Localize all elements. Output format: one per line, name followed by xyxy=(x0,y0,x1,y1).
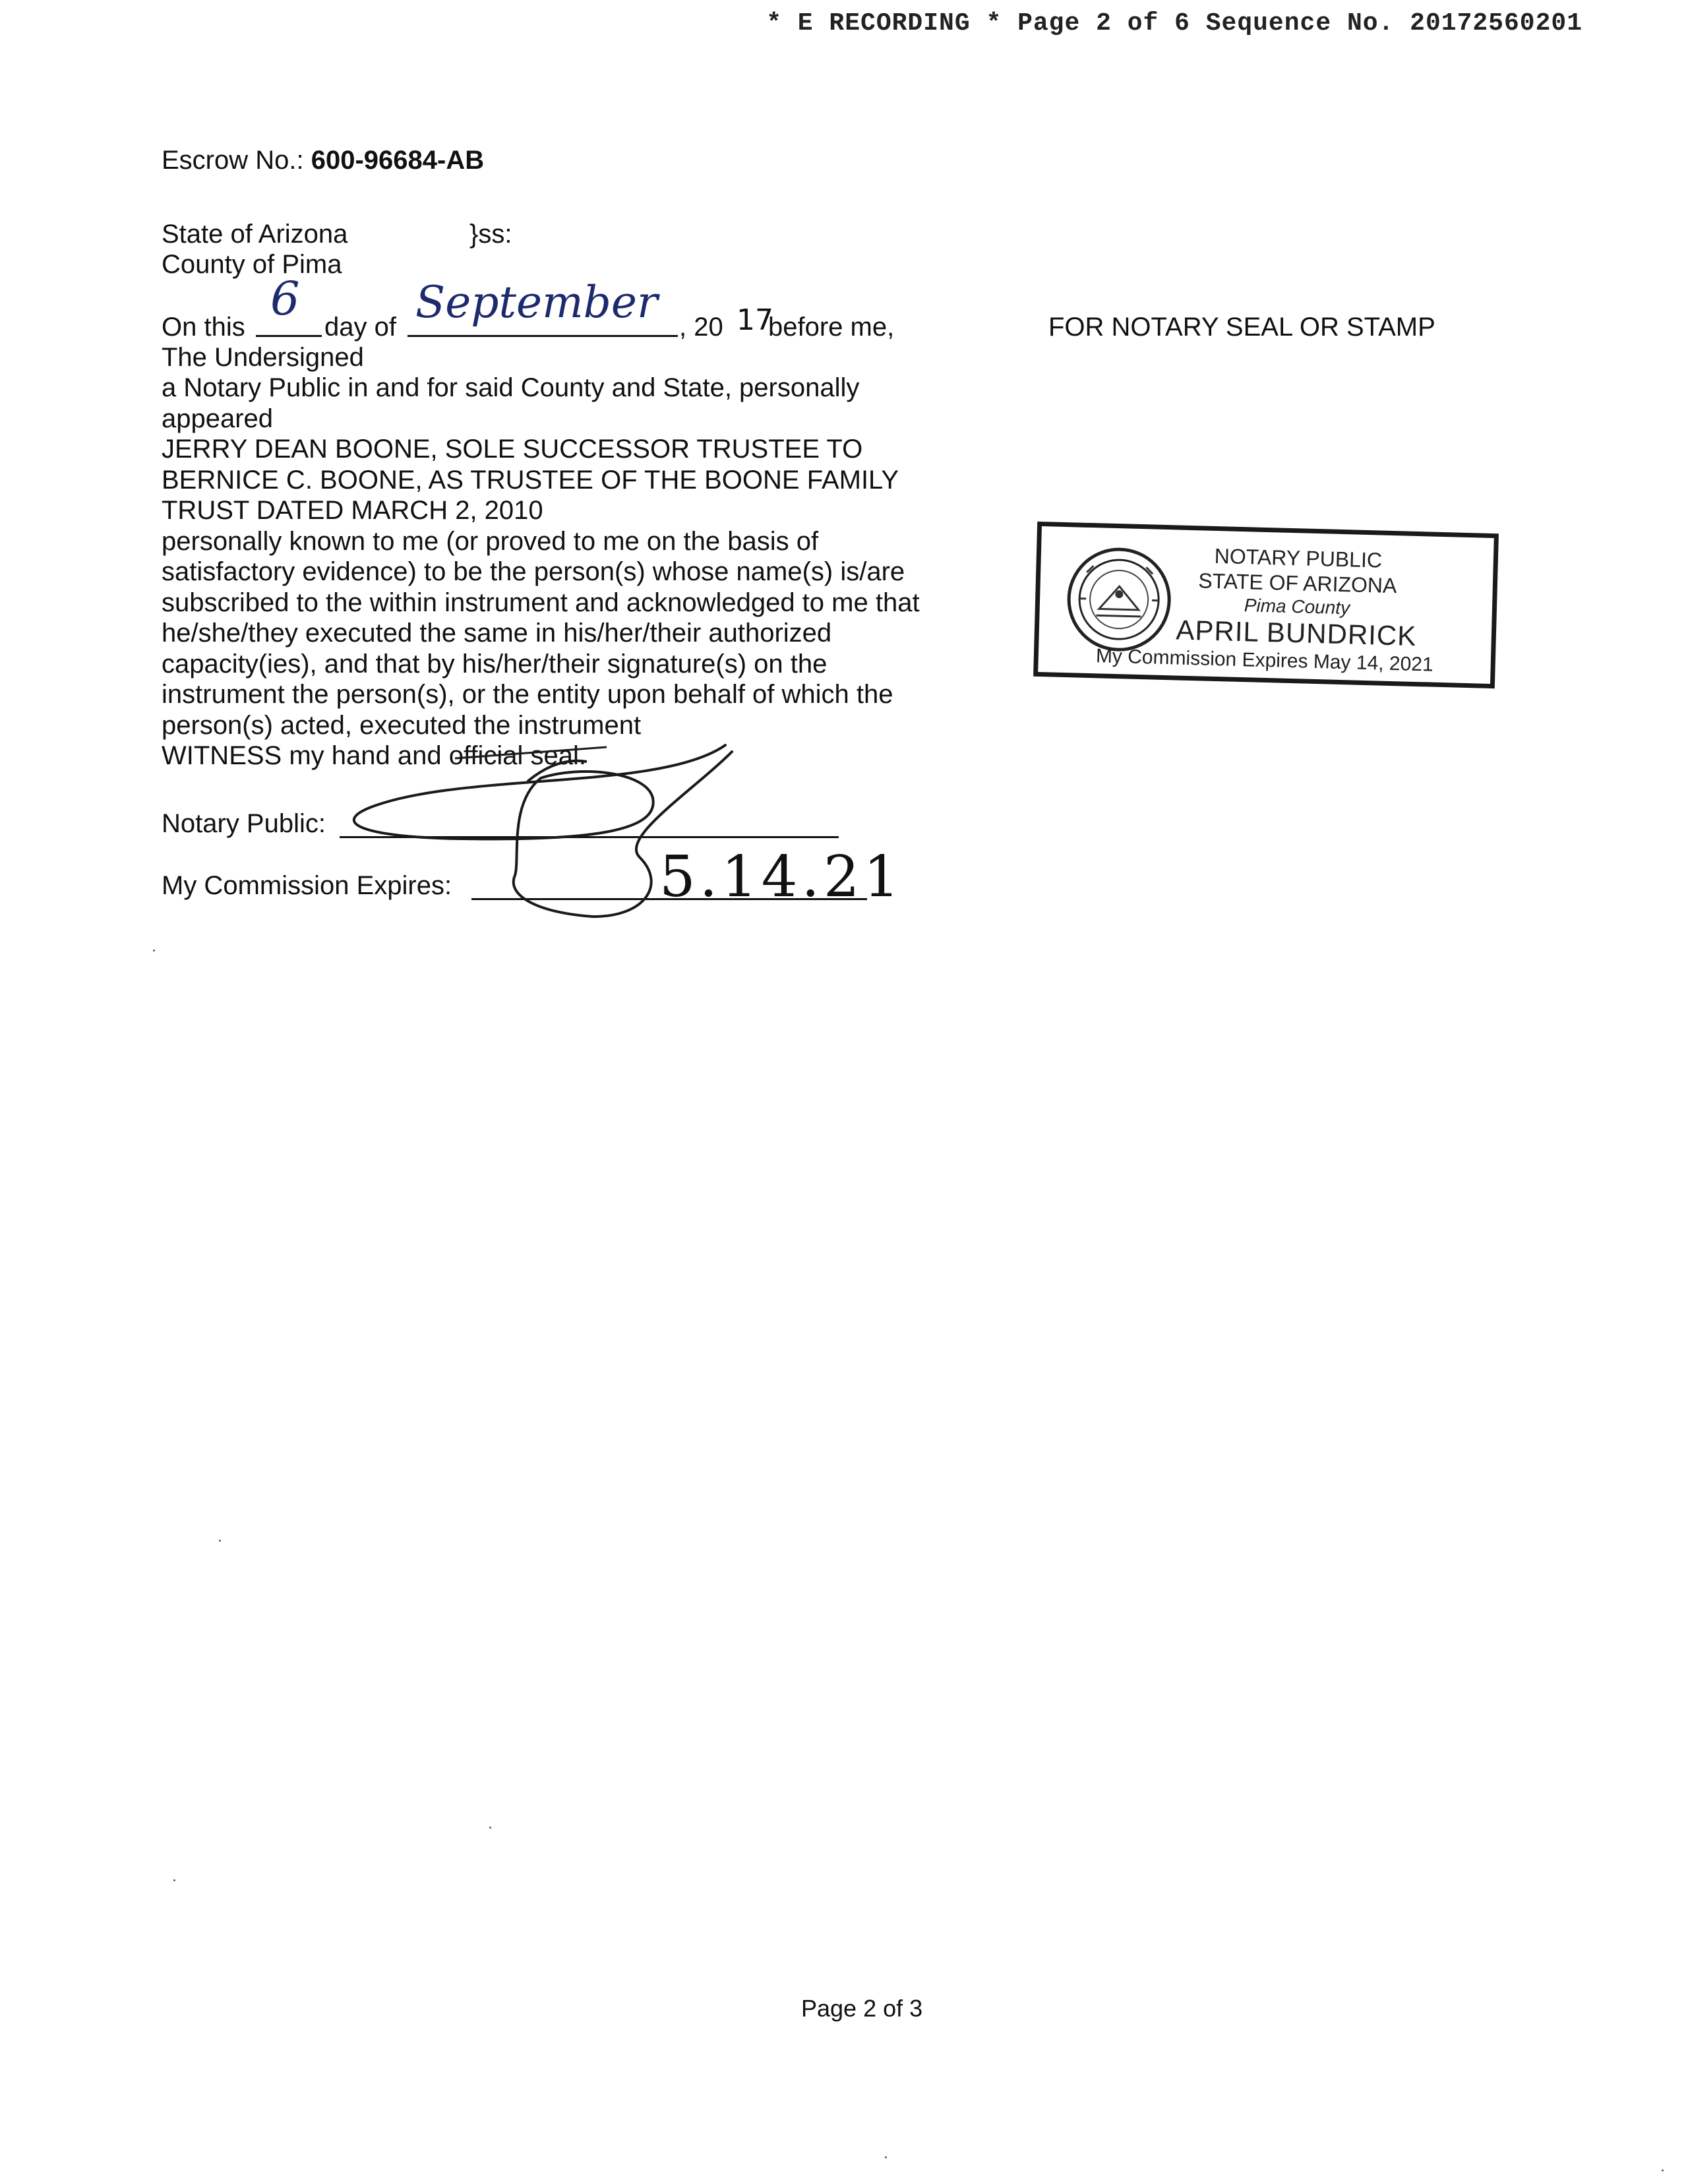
day-of-label: day of xyxy=(324,313,396,342)
ack-line-8: subscribed to the within instrument and acknowledged to me that xyxy=(162,588,920,617)
scan-speck xyxy=(219,1540,221,1542)
on-this-label: On this xyxy=(162,313,245,342)
month-handwritten: September xyxy=(415,277,658,328)
before-me-label: before me, xyxy=(768,313,895,342)
ack-line-6: personally known to me (or proved to me on the basis of xyxy=(162,527,819,556)
ack-line-12: person(s) acted, executed the instrument xyxy=(162,711,642,740)
ack-line-5: TRUST DATED MARCH 2, 2010 xyxy=(162,496,543,525)
page-footer: Page 2 of 3 xyxy=(801,1995,923,2022)
year-handwritten: 17 xyxy=(737,303,773,337)
ack-line-10: capacity(ies), and that by his/her/their signature(s) on the xyxy=(162,650,828,679)
ack-line-4: BERNICE C. BOONE, AS TRUSTEE OF THE BOONE FAMILY xyxy=(162,466,899,495)
notary-stamp xyxy=(1033,522,1499,688)
ack-line-9: he/she/they executed the same in his/her/their authorized xyxy=(162,619,832,648)
scan-speck xyxy=(489,1827,491,1829)
day-handwritten: 6 xyxy=(270,272,300,326)
scan-speck xyxy=(885,2156,887,2158)
venue-state: State of Arizona xyxy=(162,220,348,249)
commission-handwritten: 5.14.21 xyxy=(659,844,904,910)
escrow-label: Escrow No.: xyxy=(162,146,304,175)
ack-line-7: satisfactory evidence) to be the person(s) whose name(s) is/are xyxy=(162,557,905,586)
recording-banner: * E RECORDING * Page 2 of 6 Sequence No. 20172560201 xyxy=(766,9,1582,38)
year-prefix: , 20 xyxy=(679,313,723,342)
ack-line-2: appeared xyxy=(162,404,274,433)
notary-name-line: The Undersigned xyxy=(162,343,364,372)
stamp-line-3: Pima County xyxy=(1244,595,1350,619)
stamp-line-4: APRIL BUNDRICK xyxy=(1175,614,1417,652)
ack-line-1: a Notary Public in and for said County and State, personally xyxy=(162,373,860,402)
venue-county: County of Pima xyxy=(162,250,342,279)
venue-ss: }ss: xyxy=(469,220,512,249)
ack-line-13: WITNESS my hand and official seal. xyxy=(162,741,586,770)
ack-line-11: instrument the person(s), or the entity upon behalf of which the xyxy=(162,680,893,709)
seal-area-label: FOR NOTARY SEAL OR STAMP xyxy=(1048,313,1435,342)
scan-speck xyxy=(1662,2169,1664,2171)
stamp-line-2: STATE OF ARIZONA xyxy=(1197,568,1397,598)
scan-speck xyxy=(173,1879,175,1881)
stamp-line-1: NOTARY PUBLIC xyxy=(1214,543,1383,572)
ack-line-3: JERRY DEAN BOONE, SOLE SUCCESSOR TRUSTEE TO xyxy=(162,435,863,464)
escrow-number: 600-96684-AB xyxy=(311,146,485,175)
notary-public-label: Notary Public: xyxy=(162,809,326,838)
commission-label: My Commission Expires: xyxy=(162,871,452,900)
stamp-line-5: My Commission Expires May 14, 2021 xyxy=(1095,645,1434,676)
scan-speck xyxy=(153,950,155,952)
